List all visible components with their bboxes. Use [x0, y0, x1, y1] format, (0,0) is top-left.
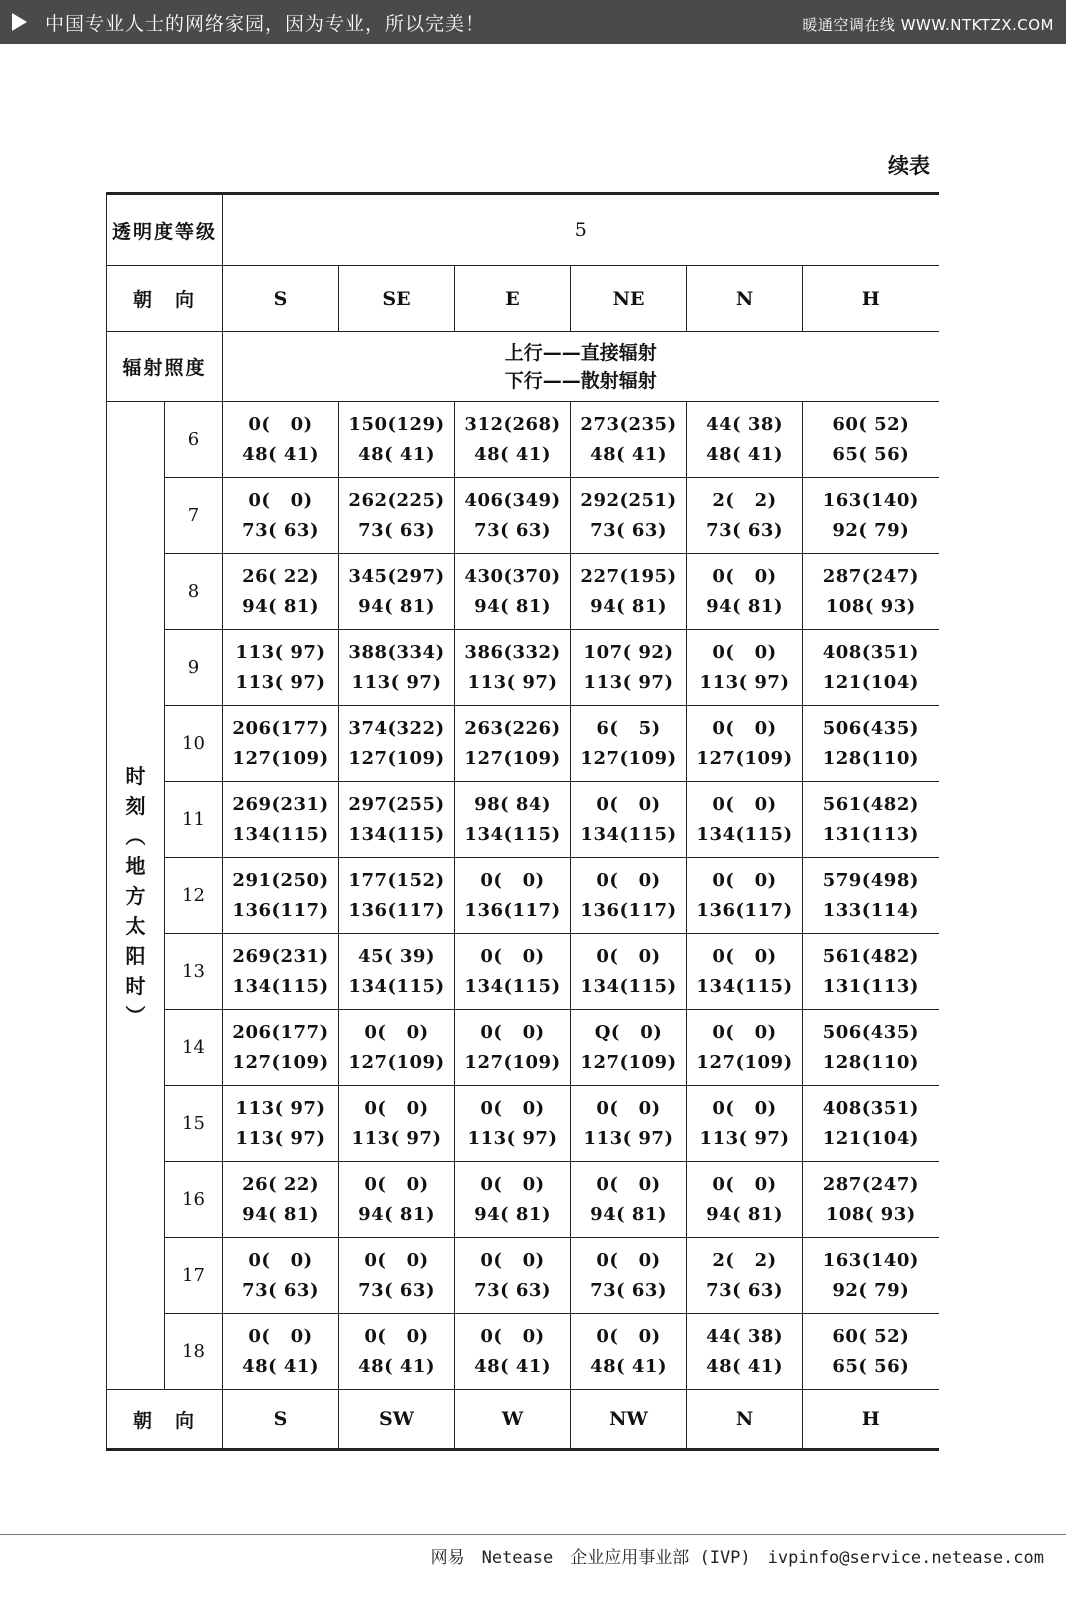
- diffuse-value: 73( 63): [474, 519, 551, 541]
- direct-value: 0( 0): [480, 1325, 545, 1347]
- direct-value: 60( 52): [832, 1325, 910, 1347]
- direct-value: 0( 0): [480, 1097, 545, 1119]
- diffuse-value: 134(115): [348, 823, 445, 845]
- direction-footer: SW: [339, 1390, 455, 1450]
- diffuse-value: 127(109): [232, 747, 329, 769]
- radiation-cell: [223, 630, 339, 706]
- table-row: [107, 1238, 939, 1314]
- diffuse-value: 94( 81): [706, 595, 783, 617]
- direct-value: 408(351): [822, 641, 919, 663]
- radiation-cell: [687, 1314, 803, 1390]
- diffuse-value: 113( 97): [235, 1127, 326, 1149]
- diffuse-value: 127(109): [696, 1051, 793, 1073]
- diffuse-value: 48( 41): [242, 443, 319, 465]
- radiation-cell: [571, 1314, 687, 1390]
- diffuse-value: 121(104): [822, 671, 919, 693]
- direct-value: 0( 0): [712, 1021, 777, 1043]
- hour-cell: 7: [165, 478, 223, 554]
- diffuse-value: 136(117): [580, 899, 677, 921]
- note-direct: 上行——直接辐射: [504, 341, 657, 364]
- diffuse-value: 113( 97): [467, 671, 558, 693]
- direct-value: 297(255): [348, 793, 445, 815]
- radiation-cell: [455, 1086, 571, 1162]
- diffuse-value: 127(109): [348, 1051, 445, 1073]
- diffuse-value: 92( 79): [832, 519, 910, 541]
- time-label-char: 阳: [125, 943, 146, 968]
- radiation-cell: [223, 858, 339, 934]
- direct-value: 0( 0): [364, 1021, 429, 1043]
- direct-value: 269(231): [232, 793, 329, 815]
- radiation-cell: [687, 478, 803, 554]
- table-row: [107, 934, 939, 1010]
- time-label-char: 太: [125, 913, 146, 938]
- direct-value: 26( 22): [242, 565, 319, 587]
- diffuse-value: 48( 41): [706, 443, 783, 465]
- radiation-cell: [687, 1010, 803, 1086]
- diffuse-value: 108( 93): [825, 595, 916, 617]
- radiation-cell: [803, 1086, 939, 1162]
- direct-value: 0( 0): [596, 1097, 661, 1119]
- diffuse-value: 134(115): [580, 975, 677, 997]
- radiation-label: 辐射照度: [107, 332, 223, 402]
- diffuse-value: 127(109): [464, 1051, 561, 1073]
- diffuse-value: 94( 81): [590, 1203, 667, 1225]
- radiation-cell: [687, 1086, 803, 1162]
- diffuse-value: 134(115): [696, 975, 793, 997]
- table-row: [107, 1010, 939, 1086]
- direct-value: 0( 0): [248, 1325, 313, 1347]
- radiation-cell: [339, 1162, 455, 1238]
- time-label-char: 地: [125, 853, 146, 878]
- direct-value: 0( 0): [364, 1325, 429, 1347]
- radiation-cell: [687, 554, 803, 630]
- radiation-cell: [339, 1086, 455, 1162]
- diffuse-value: 127(109): [464, 747, 561, 769]
- hour-cell: 18: [165, 1314, 223, 1390]
- direct-value: 273(235): [580, 413, 677, 435]
- radiation-cell: [687, 934, 803, 1010]
- radiation-cell: [223, 478, 339, 554]
- radiation-cell: [687, 1238, 803, 1314]
- radiation-cell: [803, 934, 939, 1010]
- direction-footer: H: [803, 1390, 939, 1450]
- radiation-cell: [803, 1010, 939, 1086]
- diffuse-value: 92( 79): [832, 1279, 910, 1301]
- radiation-cell: [223, 782, 339, 858]
- radiation-cell: [803, 1162, 939, 1238]
- table-row: [107, 1162, 939, 1238]
- direct-value: 0( 0): [596, 1173, 661, 1195]
- diffuse-value: 113( 97): [583, 1127, 674, 1149]
- continued-label: 续表: [888, 154, 930, 178]
- diffuse-value: 134(115): [348, 975, 445, 997]
- table-row: [107, 554, 939, 630]
- direction-header: S: [223, 266, 339, 332]
- direct-value: 406(349): [464, 489, 561, 511]
- direct-value: 2( 2): [712, 489, 777, 511]
- radiation-cell: [223, 1314, 339, 1390]
- diffuse-value: 94( 81): [474, 1203, 551, 1225]
- direction-label: 朝 向: [107, 266, 223, 332]
- time-label: [107, 402, 165, 1390]
- direct-value: 388(334): [348, 641, 445, 663]
- direct-value: 269(231): [232, 945, 329, 967]
- direct-value: 506(435): [822, 717, 919, 739]
- direct-value: 0( 0): [480, 1249, 545, 1271]
- radiation-cell: [687, 858, 803, 934]
- diffuse-value: 48( 41): [590, 443, 667, 465]
- direct-value: 291(250): [232, 869, 329, 891]
- diffuse-value: 108( 93): [825, 1203, 916, 1225]
- diffuse-value: 113( 97): [235, 671, 326, 693]
- direct-value: 2( 2): [712, 1249, 777, 1271]
- time-label-char: 时: [125, 973, 146, 998]
- diffuse-value: 48( 41): [474, 1355, 551, 1377]
- direct-value: 287(247): [822, 1173, 919, 1195]
- direct-value: 561(482): [822, 945, 919, 967]
- radiation-cell: [803, 858, 939, 934]
- direct-value: 506(435): [822, 1021, 919, 1043]
- diffuse-value: 136(117): [464, 899, 561, 921]
- table-row: [107, 402, 939, 478]
- hour-cell: 17: [165, 1238, 223, 1314]
- diffuse-value: 113( 97): [351, 1127, 442, 1149]
- direct-value: 0( 0): [712, 641, 777, 663]
- table-row: [107, 478, 939, 554]
- diffuse-value: 94( 81): [474, 595, 551, 617]
- radiation-cell: [223, 1010, 339, 1086]
- radiation-cell: [339, 402, 455, 478]
- footer: [0, 1534, 1066, 1575]
- direct-value: 0( 0): [712, 1097, 777, 1119]
- direction-header: E: [455, 266, 571, 332]
- direct-value: 107( 92): [583, 641, 674, 663]
- direct-value: 45( 39): [358, 945, 435, 967]
- direct-value: 0( 0): [480, 1021, 545, 1043]
- diffuse-value: 134(115): [464, 823, 561, 845]
- radiation-cell: [571, 782, 687, 858]
- diffuse-value: 94( 81): [706, 1203, 783, 1225]
- diffuse-value: 113( 97): [583, 671, 674, 693]
- radiation-cell: [687, 706, 803, 782]
- diffuse-value: 133(114): [822, 899, 919, 921]
- radiation-note: [223, 332, 939, 402]
- play-icon: [12, 13, 27, 31]
- direct-value: 0( 0): [712, 717, 777, 739]
- direct-value: 345(297): [348, 565, 445, 587]
- diffuse-value: 65( 56): [832, 443, 910, 465]
- radiation-cell: [339, 1010, 455, 1086]
- radiation-cell: [339, 1314, 455, 1390]
- direct-value: 0( 0): [248, 1249, 313, 1271]
- radiation-cell: [455, 1238, 571, 1314]
- direct-value: 227(195): [580, 565, 677, 587]
- diffuse-value: 113( 97): [699, 671, 790, 693]
- direct-value: 44( 38): [706, 1325, 783, 1347]
- direct-value: 163(140): [822, 1249, 919, 1271]
- diffuse-value: 73( 63): [590, 1279, 667, 1301]
- direction-header: SE: [339, 266, 455, 332]
- table-row: [107, 858, 939, 934]
- radiation-cell: [455, 478, 571, 554]
- direct-value: 287(247): [822, 565, 919, 587]
- radiation-cell: [455, 630, 571, 706]
- direct-value: 374(322): [348, 717, 445, 739]
- direct-value: 292(251): [580, 489, 677, 511]
- radiation-cell: [223, 934, 339, 1010]
- direction-label-bottom: 朝 向: [107, 1390, 223, 1450]
- diffuse-value: 48( 41): [358, 1355, 435, 1377]
- hour-cell: 14: [165, 1010, 223, 1086]
- direct-value: 163(140): [822, 489, 919, 511]
- radiation-cell: [803, 554, 939, 630]
- diffuse-value: 136(117): [696, 899, 793, 921]
- direct-value: 0( 0): [480, 945, 545, 967]
- radiation-cell: [339, 858, 455, 934]
- table-row: [107, 630, 939, 706]
- radiation-cell: [687, 1162, 803, 1238]
- radiation-cell: [455, 1314, 571, 1390]
- diffuse-value: 113( 97): [351, 671, 442, 693]
- diffuse-value: 113( 97): [699, 1127, 790, 1149]
- footer-text: 网易 Netease 企业应用事业部 (IVP) ivpinfo@service.netease.com: [430, 1547, 1044, 1568]
- diffuse-value: 131(113): [822, 975, 919, 997]
- direct-value: 206(177): [232, 1021, 329, 1043]
- diffuse-value: 48( 41): [706, 1355, 783, 1377]
- diffuse-value: 73( 63): [706, 519, 783, 541]
- direction-header: H: [803, 266, 939, 332]
- radiation-cell: [339, 554, 455, 630]
- radiation-cell: [223, 554, 339, 630]
- diffuse-value: 73( 63): [242, 1279, 319, 1301]
- radiation-cell: [571, 554, 687, 630]
- direction-footer: S: [223, 1390, 339, 1450]
- direct-value: 579(498): [822, 869, 919, 891]
- time-label-char: 时: [125, 763, 146, 788]
- direct-value: 26( 22): [242, 1173, 319, 1195]
- direct-value: 561(482): [822, 793, 919, 815]
- diffuse-value: 94( 81): [358, 595, 435, 617]
- direct-value: 0( 0): [712, 945, 777, 967]
- radiation-cell: [455, 706, 571, 782]
- direct-value: 0( 0): [364, 1173, 429, 1195]
- direct-value: 0( 0): [712, 869, 777, 891]
- direction-header: NE: [571, 266, 687, 332]
- direct-value: 0( 0): [248, 413, 313, 435]
- direct-value: 430(370): [464, 565, 561, 587]
- radiation-cell: [223, 1162, 339, 1238]
- radiation-cell: [339, 934, 455, 1010]
- radiation-cell: [571, 934, 687, 1010]
- radiation-cell: [571, 630, 687, 706]
- direct-value: 386(332): [464, 641, 561, 663]
- direction-footer: NW: [571, 1390, 687, 1450]
- radiation-cell: [571, 858, 687, 934]
- radiation-cell: [455, 1010, 571, 1086]
- direct-value: 0( 0): [480, 1173, 545, 1195]
- diffuse-value: 73( 63): [242, 519, 319, 541]
- radiation-cell: [223, 1086, 339, 1162]
- diffuse-value: 134(115): [696, 823, 793, 845]
- diffuse-value: 127(109): [232, 1051, 329, 1073]
- diffuse-value: 73( 63): [358, 1279, 435, 1301]
- direct-value: 113( 97): [235, 641, 326, 663]
- transparency-value: 5: [223, 194, 939, 266]
- direct-value: 0( 0): [596, 1249, 661, 1271]
- radiation-cell: [339, 478, 455, 554]
- diffuse-value: 73( 63): [474, 1279, 551, 1301]
- hour-cell: 6: [165, 402, 223, 478]
- direct-value: 206(177): [232, 717, 329, 739]
- diffuse-value: 121(104): [822, 1127, 919, 1149]
- radiation-table: [106, 192, 938, 1451]
- diffuse-value: 128(110): [822, 1051, 919, 1073]
- direct-value: 0( 0): [596, 793, 661, 815]
- hour-cell: 10: [165, 706, 223, 782]
- radiation-cell: [223, 402, 339, 478]
- hour-cell: 15: [165, 1086, 223, 1162]
- direct-value: 0( 0): [596, 1325, 661, 1347]
- hour-cell: 16: [165, 1162, 223, 1238]
- diffuse-value: 134(115): [464, 975, 561, 997]
- radiation-cell: [339, 706, 455, 782]
- diffuse-value: 73( 63): [706, 1279, 783, 1301]
- radiation-cell: [223, 1238, 339, 1314]
- radiation-cell: [455, 554, 571, 630]
- hour-cell: 8: [165, 554, 223, 630]
- hour-cell: 9: [165, 630, 223, 706]
- direct-value: 0( 0): [480, 869, 545, 891]
- radiation-cell: [339, 1238, 455, 1314]
- diffuse-value: 94( 81): [242, 1203, 319, 1225]
- direct-value: 0( 0): [364, 1249, 429, 1271]
- table-row: [107, 782, 939, 858]
- time-label-char: 方: [125, 883, 146, 908]
- diffuse-value: 131(113): [822, 823, 919, 845]
- direct-value: Q( 0): [594, 1021, 663, 1043]
- direct-value: 408(351): [822, 1097, 919, 1119]
- radiation-cell: [455, 1162, 571, 1238]
- radiation-cell: [687, 402, 803, 478]
- radiation-cell: [455, 858, 571, 934]
- direct-value: 60( 52): [832, 413, 910, 435]
- hour-cell: 11: [165, 782, 223, 858]
- table-row: [107, 706, 939, 782]
- direction-footer: W: [455, 1390, 571, 1450]
- radiation-cell: [803, 782, 939, 858]
- direct-value: 150(129): [348, 413, 445, 435]
- diffuse-value: 48( 41): [590, 1355, 667, 1377]
- radiation-cell: [803, 706, 939, 782]
- direction-footer: N: [687, 1390, 803, 1450]
- direct-value: 0( 0): [712, 1173, 777, 1195]
- direct-value: 263(226): [464, 717, 561, 739]
- direct-value: 262(225): [348, 489, 445, 511]
- table-row: [107, 1314, 939, 1390]
- time-label-char: 刻: [125, 793, 146, 818]
- radiation-cell: [803, 402, 939, 478]
- banner-site: 暖通空调在线 WWW.NTKTZX.COM: [802, 16, 1054, 34]
- top-banner: [0, 0, 1066, 44]
- diffuse-value: 136(117): [232, 899, 329, 921]
- diffuse-value: 113( 97): [467, 1127, 558, 1149]
- hour-cell: 12: [165, 858, 223, 934]
- diffuse-value: 134(115): [232, 975, 329, 997]
- radiation-cell: [571, 402, 687, 478]
- direct-value: 0( 0): [248, 489, 313, 511]
- diffuse-value: 127(109): [696, 747, 793, 769]
- banner-slogan: 中国专业人士的网络家园，因为专业，所以完美！: [45, 12, 486, 35]
- time-label-char: ︶: [125, 1003, 146, 1028]
- diffuse-value: 127(109): [348, 747, 445, 769]
- direct-value: 98( 84): [474, 793, 551, 815]
- radiation-cell: [687, 782, 803, 858]
- radiation-cell: [571, 1086, 687, 1162]
- diffuse-value: 48( 41): [474, 443, 551, 465]
- diffuse-value: 127(109): [580, 747, 677, 769]
- direct-value: 177(152): [348, 869, 445, 891]
- transparency-label: 透明度等级: [107, 194, 223, 266]
- radiation-cell: [571, 478, 687, 554]
- time-label-char: ︵: [125, 823, 146, 848]
- radiation-cell: [571, 1162, 687, 1238]
- direct-value: 0( 0): [712, 793, 777, 815]
- diffuse-value: 128(110): [822, 747, 919, 769]
- radiation-cell: [571, 1010, 687, 1086]
- direct-value: 0( 0): [712, 565, 777, 587]
- direct-value: 113( 97): [235, 1097, 326, 1119]
- diffuse-value: 134(115): [232, 823, 329, 845]
- diffuse-value: 94( 81): [590, 595, 667, 617]
- radiation-cell: [803, 1314, 939, 1390]
- note-diffuse: 下行——散射辐射: [504, 369, 657, 392]
- diffuse-value: 48( 41): [358, 443, 435, 465]
- radiation-cell: [803, 630, 939, 706]
- radiation-cell: [455, 782, 571, 858]
- radiation-cell: [339, 782, 455, 858]
- diffuse-value: 127(109): [580, 1051, 677, 1073]
- radiation-cell: [803, 478, 939, 554]
- diffuse-value: 65( 56): [832, 1355, 910, 1377]
- diffuse-value: 48( 41): [242, 1355, 319, 1377]
- diffuse-value: 136(117): [348, 899, 445, 921]
- direct-value: 0( 0): [596, 945, 661, 967]
- diffuse-value: 73( 63): [590, 519, 667, 541]
- radiation-cell: [803, 1238, 939, 1314]
- table-row: [107, 1086, 939, 1162]
- direct-value: 6( 5): [596, 717, 661, 739]
- radiation-cell: [339, 630, 455, 706]
- diffuse-value: 73( 63): [358, 519, 435, 541]
- direct-value: 0( 0): [364, 1097, 429, 1119]
- radiation-cell: [455, 934, 571, 1010]
- direct-value: 312(268): [464, 413, 561, 435]
- radiation-cell: [455, 402, 571, 478]
- diffuse-value: 134(115): [580, 823, 677, 845]
- radiation-cell: [223, 706, 339, 782]
- direct-value: 0( 0): [596, 869, 661, 891]
- radiation-cell: [571, 706, 687, 782]
- direction-header: N: [687, 266, 803, 332]
- diffuse-value: 94( 81): [358, 1203, 435, 1225]
- direct-value: 44( 38): [706, 413, 783, 435]
- hour-cell: 13: [165, 934, 223, 1010]
- radiation-cell: [571, 1238, 687, 1314]
- radiation-cell: [687, 630, 803, 706]
- diffuse-value: 94( 81): [242, 595, 319, 617]
